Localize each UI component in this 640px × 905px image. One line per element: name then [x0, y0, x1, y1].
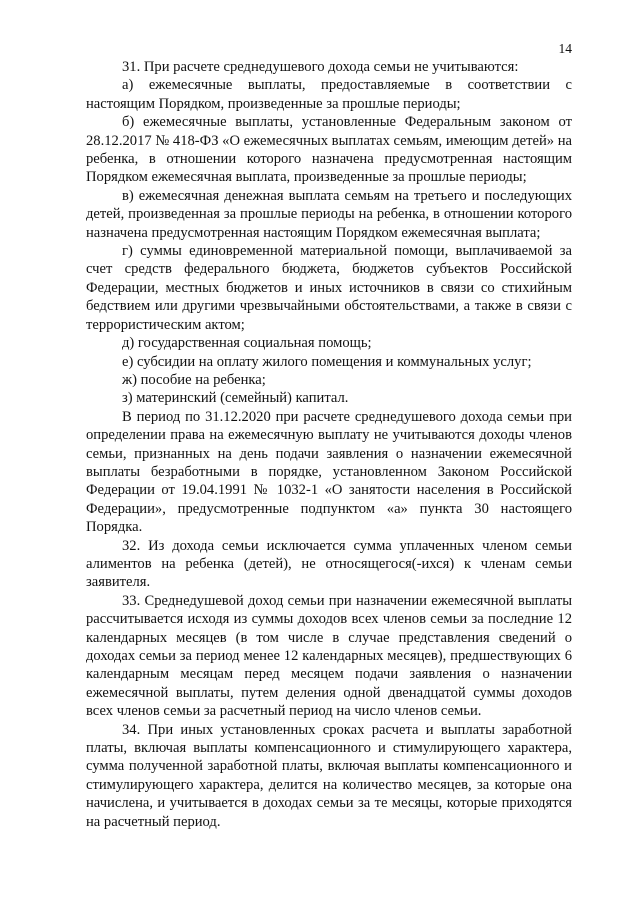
paragraph-item-e: е) субсидии на оплату жилого помещения и коммунальных услуг; [122, 353, 532, 370]
paragraph-item-zh: ж) пособие на ребенка; [122, 371, 266, 388]
paragraph-34: 34. При иных установленных сроках расчета и выплаты заработной платы, включая выплаты компенсационного и стимулирующего характера, сумма полученной заработной платы, включая выплаты компенсационного и стимулирующего характера, делится на количество месяцев, за которые она начислена, и учитывается в доходах семьи за те месяцы, которые приходятся на расчетный период. [86, 721, 572, 830]
paragraph-31-intro: 31. При расчете среднедушевого дохода семьи не учитываются: [122, 59, 519, 75]
paragraph-item-b: б) ежемесячные выплаты, установленные Федеральным законом от 28.12.2017 № 418-ФЗ «О ежемесячных выплатах семьям, имеющим детей» на ребенка, в отношении которого назначена предусмотренная настоящим Порядком ежемесячная выплата, произведенные за прошлые периоды; [86, 114, 572, 186]
paragraph-item-z: з) материнский (семейный) капитал. [122, 390, 349, 407]
paragraph-item-v: в) ежемесячная денежная выплата семьям на третьего и последующих детей, произведенная за прошлые периоды на ребенка, в отношении которого назначена предусмотренная настоящим Порядком ежемесячная выплата; [86, 187, 572, 241]
paragraph-item-g: г) суммы единовременной материальной помощи, выплачиваемой за счет средств федерального бюджета, бюджетов субъектов Российской Федерации, местных бюджетов и иных источников в связи со стихийным бедствием или другими чрезвычайными обстоятельствами, а также в связи с террористическим актом; [86, 243, 572, 333]
paragraph-item-a: а) ежемесячные выплаты, предоставляемые в соответствии с настоящим Порядком, произведенные за прошлые периоды; [86, 77, 572, 112]
paragraph-32: 32. Из дохода семьи исключается сумма уплаченных членом семьи алиментов на ребенка (детей), не относящегося(-ихся) к членам семьи заявителя. [86, 537, 572, 591]
paragraph-item-d: д) государственная социальная помощь; [122, 335, 372, 352]
paragraph-33: 33. Среднедушевой доход семьи при назначении ежемесячной выплаты рассчитывается исходя из суммы доходов всех членов семьи за последние 12 календарных месяцев (в том числе в случае представления сведений о доходах семьи за период менее 12 календарных месяцев), предшествующих 6 календарным месяцам перед месяцем подачи заявления о назначении ежемесячной выплаты, путем деления одной двенадцатой суммы доходов всех членов семьи за расчетный период на число членов семьи. [86, 592, 572, 720]
paragraph-period-2020: В период по 31.12.2020 при расчете среднедушевого дохода семьи при определении права на ежемесячную выплату не учитываются доходы членов семьи, признанных на день подачи заявления о назначении ежемесячной выплаты безработными в порядке, установленном Законом Российской Федерации от 19.04.1991 № 1032-1 «О занятости населения в Российской Федерации», предусмотренные подпунктом «а» пункта 30 настоящего Порядка. [86, 408, 572, 536]
page-number: 14 [558, 41, 572, 56]
